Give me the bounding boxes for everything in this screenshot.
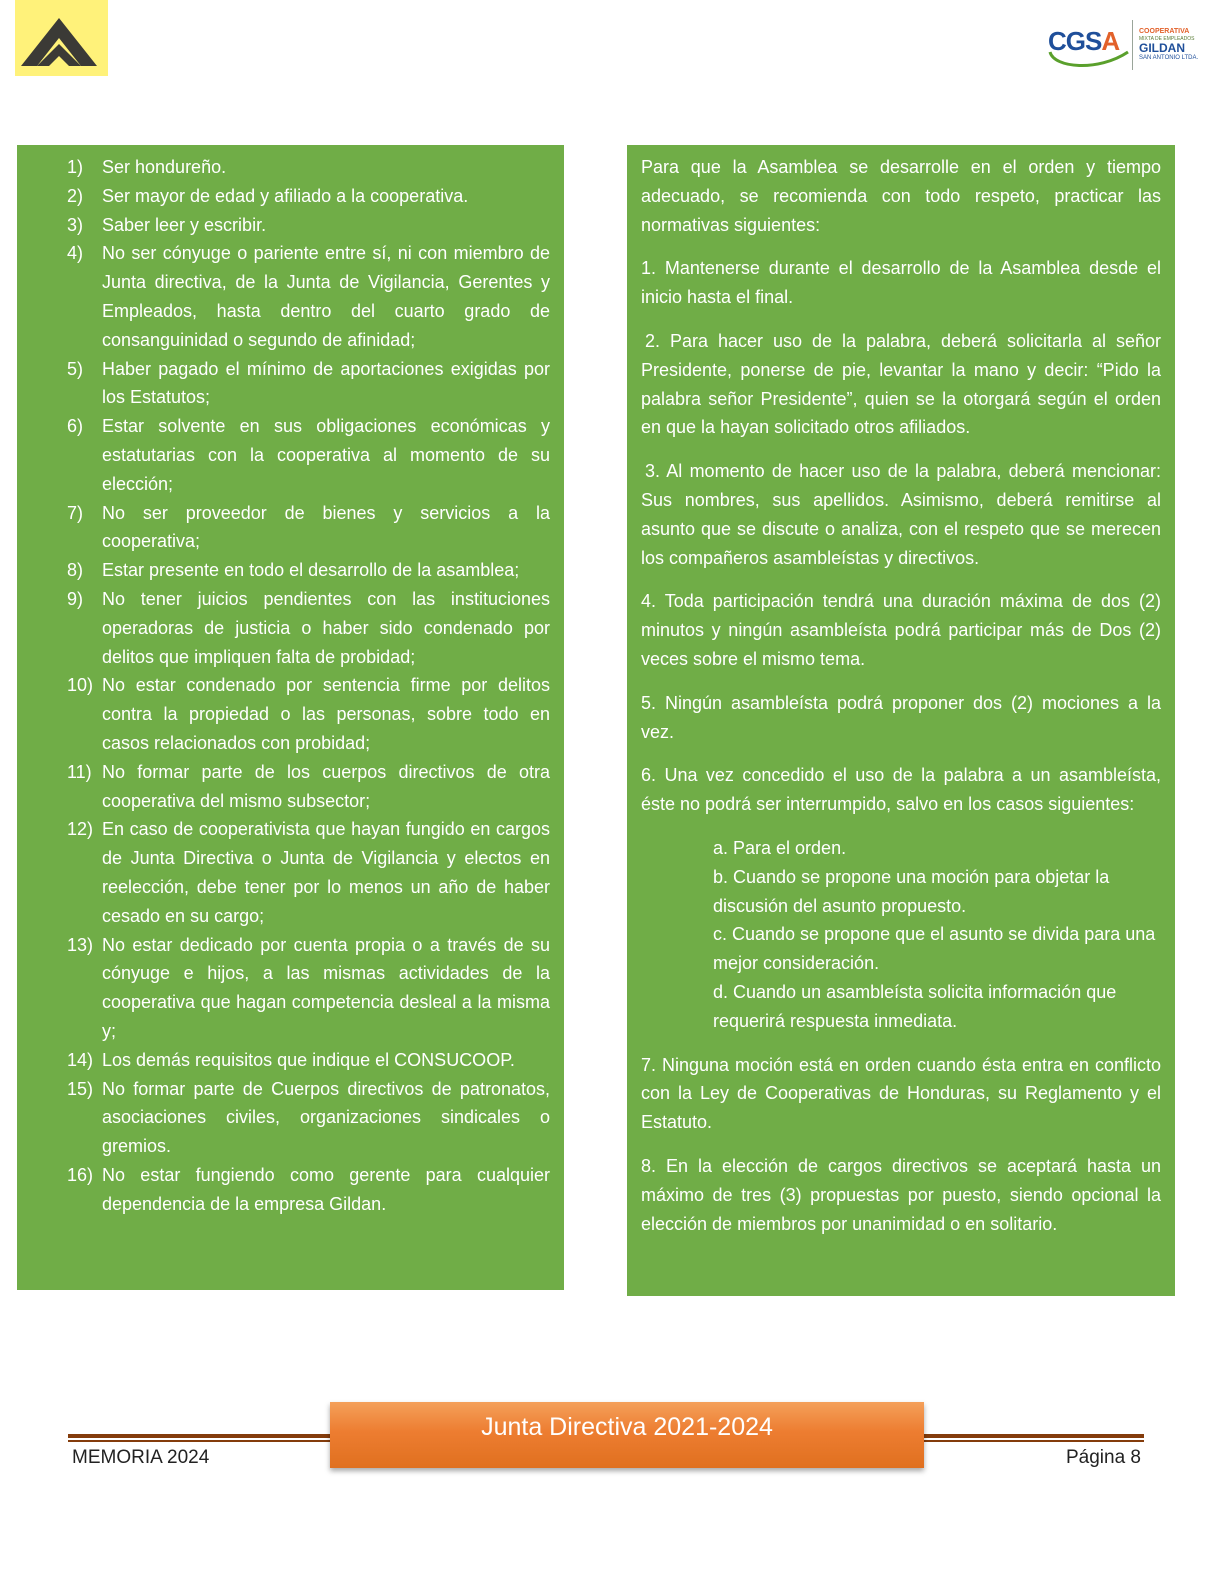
requirement-item: [67, 153, 550, 182]
triangle-arrow-logo-icon: [15, 0, 108, 76]
requirement-text: No ser proveedor de bienes y servicios a la cooperativa;: [102, 502, 550, 552]
requirement-text: Saber leer y escribir.: [102, 214, 267, 235]
requirement-item: [67, 671, 550, 757]
exception-item: c. Cuando se propone que el asunto se divida para una mejor consideración.: [713, 924, 1156, 974]
requirement-item: [67, 182, 550, 211]
exception-item: d. Cuando un asambleísta solicita información que requerirá respuesta inmediata.: [713, 981, 1117, 1031]
norm-4: 4. Toda participación tendrá una duración máxima de dos (2) minutos y ningún asambleísta podrá participar más de Dos (2) veces sobre el mismo tema.: [641, 591, 1161, 669]
requirement-number: 5): [67, 358, 84, 379]
requirement-item: [67, 355, 550, 413]
requirement-number: 9): [67, 588, 84, 609]
footer-document-title: MEMORIA 2024: [72, 1447, 210, 1468]
norm-5: 5. Ningún asambleísta podrá proponer dos (2) mociones a la vez.: [641, 692, 1161, 742]
requirement-text: No estar condenado por sentencia firme por delitos contra la propiedad o las personas, sobre todo en casos relacionados con probidad;: [102, 675, 550, 753]
requirement-item: [67, 585, 550, 671]
requirement-text: No estar fungiendo como gerente para cualquier dependencia de la empresa Gildan.: [102, 1164, 550, 1214]
requirement-number: 2): [67, 185, 84, 206]
norms-panel: [627, 145, 1175, 1296]
requirement-text: Estar solvente en sus obligaciones económicas y estatutarias con la cooperativa al momento de su elección;: [102, 416, 550, 494]
requirement-text: Los demás requisitos que indique el CONSUCOOP.: [102, 1049, 515, 1070]
requirement-item: [67, 412, 550, 498]
norm-6: 6. Una vez concedido el uso de la palabra a un asambleísta, éste no podrá ser interrumpido, salvo en los casos siguientes:: [641, 765, 1161, 815]
requirement-number: 4): [67, 243, 84, 264]
requirements-panel: [17, 145, 564, 1290]
norm-2: 2. Para hacer uso de la palabra, deberá solicitarla al señor Presidente, ponerse de pie, levantar la mano y decir: “Pido la palabra señor Presidente”, quien se la otorgará según el orden en que la hayan solicitado otros afiliados.: [641, 330, 1161, 438]
norm-3: 3. Al momento de hacer uso de la palabra, deberá mencionar: Sus nombres, sus apellidos. Asimismo, deberá remitirse al asunto que se discute o analiza, con el respeto que se merecen los compañeros asambleístas y directivos.: [641, 461, 1161, 568]
requirement-text: Estar presente en todo el desarrollo de la asamblea;: [102, 560, 520, 581]
requirement-text: No formar parte de Cuerpos directivos de patronatos, asociaciones civiles, organizaciones sindicales o gremios.: [102, 1078, 550, 1157]
requirement-item: [67, 758, 550, 816]
requirement-number: 12): [67, 819, 94, 840]
requirement-number: 11): [67, 761, 92, 782]
requirement-number: 13): [67, 934, 94, 955]
cgsa-brand-logo: [1046, 18, 1208, 74]
requirements-list: [17, 145, 564, 1218]
brand-wordmark-accent: A: [1101, 26, 1120, 56]
requirement-item: [67, 815, 550, 930]
requirement-text: No ser cónyuge o pariente entre sí, ni con miembro de Junta directiva, de la Junta de Vigilancia, Gerentes y Empleados, hasta dentro del cuarto grado de consanguinidad o segundo de afinidad;: [102, 243, 550, 350]
requirement-item: [67, 556, 550, 585]
brand-divider: [1132, 20, 1133, 70]
footer-page-number: Página 8: [1065, 1447, 1141, 1468]
requirement-item: [67, 499, 550, 557]
requirement-item: [67, 931, 550, 1046]
requirement-number: 16): [67, 1164, 94, 1185]
requirement-text: Haber pagado el mínimo de aportaciones exigidas por los Estatutos;: [102, 358, 550, 408]
requirement-number: 8): [67, 560, 84, 581]
requirement-number: 3): [67, 214, 84, 235]
norm-8: 8. En la elección de cargos directivos se aceptará hasta un máximo de tres (3) propuestas por puesto, siendo opcional la elección de miembros por unanimidad o en solitario.: [641, 1155, 1161, 1234]
requirement-number: 7): [67, 502, 84, 523]
requirement-number: 15): [67, 1078, 94, 1099]
requirement-text: Ser mayor de edad y afiliado a la cooperativa.: [102, 185, 469, 206]
exception-item: a. Para el orden.: [713, 837, 847, 858]
brand-coop-label: COOPERATIVA: [1139, 28, 1190, 35]
brand-wordmark-main: CGS: [1048, 26, 1102, 56]
brand-wordmark: [1048, 26, 1119, 57]
requirement-number: 1): [67, 157, 84, 177]
corner-logo: [15, 0, 108, 76]
footer-banner: Junta Directiva 2021-2024: [330, 1402, 924, 1468]
requirement-item: [67, 211, 550, 240]
requirement-number: 14): [67, 1049, 94, 1070]
brand-coop-sub: MIXTA DE EMPLEADOS: [1139, 36, 1195, 42]
requirement-item: [67, 1161, 550, 1219]
norm-1: 1. Mantenerse durante el desarrollo de la Asamblea desde el inicio hasta el final.: [641, 258, 1161, 308]
norms-intro: Para que la Asamblea se desarrolle en el orden y tiempo adecuado, se recomienda con todo respeto, practicar las normativas siguientes:: [641, 157, 1161, 235]
norm-6-exceptions: [713, 834, 1161, 1036]
exception-item: b. Cuando se propone una moción para objetar la discusión del asunto propuesto.: [713, 866, 1110, 916]
requirement-number: 6): [67, 416, 84, 437]
requirement-number: 10): [67, 675, 94, 696]
brand-location: SAN ANTONIO LTDA.: [1139, 55, 1199, 61]
requirement-text: Ser hondureño.: [102, 157, 227, 177]
requirement-text: En caso de cooperativista que hayan fungido en cargos de Junta Directiva o Junta de Vigilancia y electos en reelección, debe tener por lo menos un año de haber cesado en su cargo;: [102, 819, 550, 926]
requirement-item: [67, 1046, 550, 1075]
norm-7: 7. Ninguna moción está en orden cuando ésta entra en conflicto con la Ley de Cooperativas de Honduras, su Reglamento y el Estatuto.: [641, 1054, 1161, 1133]
brand-company: GILDAN: [1139, 41, 1185, 55]
requirement-text: No tener juicios pendientes con las instituciones operadoras de justicia o haber sido condenado por delitos que impliquen falta de probidad;: [102, 588, 550, 667]
requirement-item: [67, 239, 550, 354]
requirement-text: No formar parte de los cuerpos directivos de otra cooperativa del mismo subsector;: [102, 761, 550, 811]
requirement-item: [67, 1075, 550, 1161]
requirement-text: No estar dedicado por cuenta propia o a través de su cónyuge e hijos, a las mismas actividades de la cooperativa que hagan competencia desleal a la misma y;: [102, 934, 550, 1041]
